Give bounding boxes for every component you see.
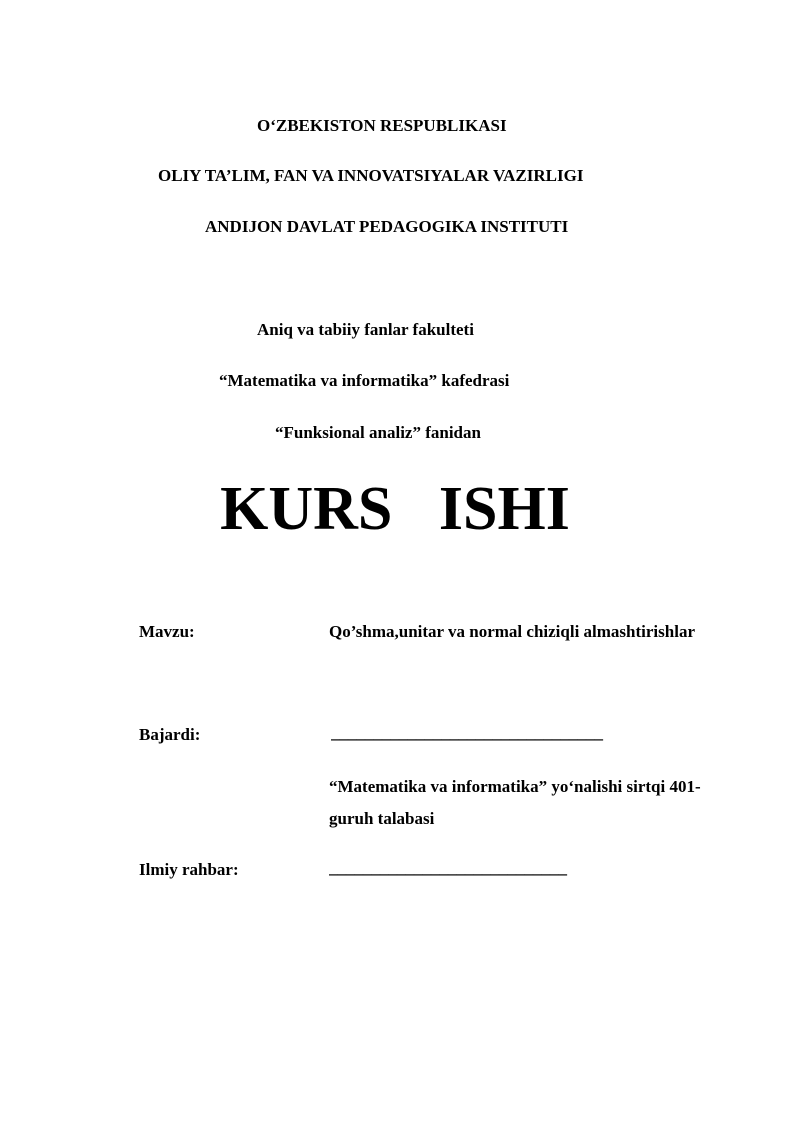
ministry-heading: OLIY TA’LIM, FAN VA INNOVATSIYALAR VAZIRLIGI <box>158 166 584 185</box>
document-title: KURS ISHI <box>220 475 570 543</box>
topic-value: Qo’shma,unitar va normal chiziqli almashtirishlar <box>329 622 695 641</box>
country-heading: O‘ZBEKISTON RESPUBLIKASI <box>257 116 507 135</box>
subject-line: “Funksional analiz” fanidan <box>275 423 481 442</box>
faculty-line: Aniq va tabiiy fanlar fakulteti <box>257 320 474 339</box>
student-info-line-2: guruh talabasi <box>329 809 435 828</box>
topic-label: Mavzu: <box>139 622 195 641</box>
department-line: “Matematika va informatika” kafedrasi <box>219 371 510 390</box>
supervisor-label: Ilmiy rahbar: <box>139 860 239 879</box>
institute-heading: ANDIJON DAVLAT PEDAGOGIKA INSTITUTI <box>205 217 569 236</box>
done-by-blank-line: ________________________________ <box>331 724 603 741</box>
supervisor-blank-line: ____________________________ <box>329 859 567 876</box>
student-info-line-1: “Matematika va informatika” yo‘nalishi sirtqi 401- <box>329 777 701 796</box>
done-by-label: Bajardi: <box>139 725 201 744</box>
